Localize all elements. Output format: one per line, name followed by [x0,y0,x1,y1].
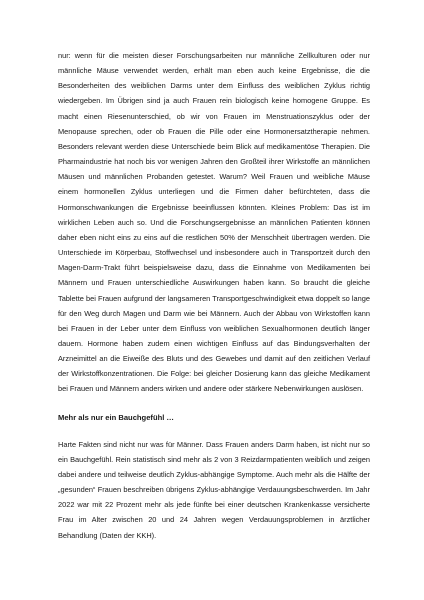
body-paragraph-1: nur: wenn für die meisten dieser Forschungsarbeiten nur männliche Zellkulturen oder nur männliche Mäuse verwendet werden, erhält man eben auch keine Ergebnisse, die die Besonderheiten des weiblichen Darms unter dem Einfluss des weiblichen Zyklus richtig wiedergeben. Im Übrigen sind ja auch Frauen rein biologisch keine homogene Gruppe. Es macht einen Riesenunterschied, ob wir von Frauen im Menstruationszyklus oder der Menopause sprechen, oder ob Frauen die Pille oder eine Hormonersatztherapie nehmen. Besonders relevant werden diese Unterschiede beim Blick auf medikamentöse Therapien. Die Pharmaindustrie hat noch bis vor wenigen Jahren den Großteil ihrer Wirkstoffe an männlichen Mäusen und männlichen Probanden getestet. Warum? Weil Frauen und weibliche Mäuse einem hormonellen Zyklus unterliegen und die Firmen daher befürchteten, dass die Hormonschwankungen die Ergebnisse beeinflussen könnten. Kleines Problem: Das ist im wirklichen Leben auch so. Und die Forschungsergebnisse an männlichen Patienten können daher eben nicht eins zu eins auf die restlichen 50% der Menschheit übertragen werden. Die Unterschiede im Körperbau, Stoffwechsel und insbesondere auch in Transportzeit durch den Magen-Darm-Trakt führt beispielsweise dazu, dass die Einnahme von Medikamenten bei Männern und Frauen unterschiedliche Auswirkungen haben kann. So braucht die gleiche Tablette bei Frauen aufgrund der langsameren Transportgeschwindigkeit etwa doppelt so lange für den Weg durch Magen und Darm wie bei Männern. Auch der Abbau von Wirkstoffen kann bei Frauen in der Leber unter dem Einfluss von weiblichen Sexualhormonen deutlich länger dauern. Hormone haben zudem einen wichtigen Einfluss auf das Bindungsverhalten der Arzneimittel an die Eiweiße des Bluts und des Gewebes und damit auf den zeitlichen Verlauf der Wirkstoffkonzentrationen. Die Folge: bei gleicher Dosierung kann das gleiche Medikament bei Frauen und Männern anders wirken und andere oder stärkere Nebenwirkungen auslösen. [58,51,370,394]
section-heading: Mehr als nur ein Bauchgefühl … [58,412,175,422]
body-paragraph-2: Harte Fakten sind nicht nur was für Männer. Dass Frauen anders Darm haben, ist nicht nur so ein Bauchgefühl. Rein statistisch sind mehr als 2 von 3 Reizdarmpatienten weiblich und zeigen dabei andere und teilweise deutlich Zyklus-abhängige Symptome. Auch mehr als die Hälfte der „gesunden“ Frauen beschreiben übrigens Zyklus-abhängige Verdauungsbeschwerden. Im Jahr 2022 war mit 22 Prozent mehr als jede fünfte bei einer deutschen Krankenkasse versicherte Frau im Alter zwischen 20 und 24 Jahren wegen Verdauungsproblemen in ärztlicher Behandlung (Daten der KKH). [58,439,370,540]
